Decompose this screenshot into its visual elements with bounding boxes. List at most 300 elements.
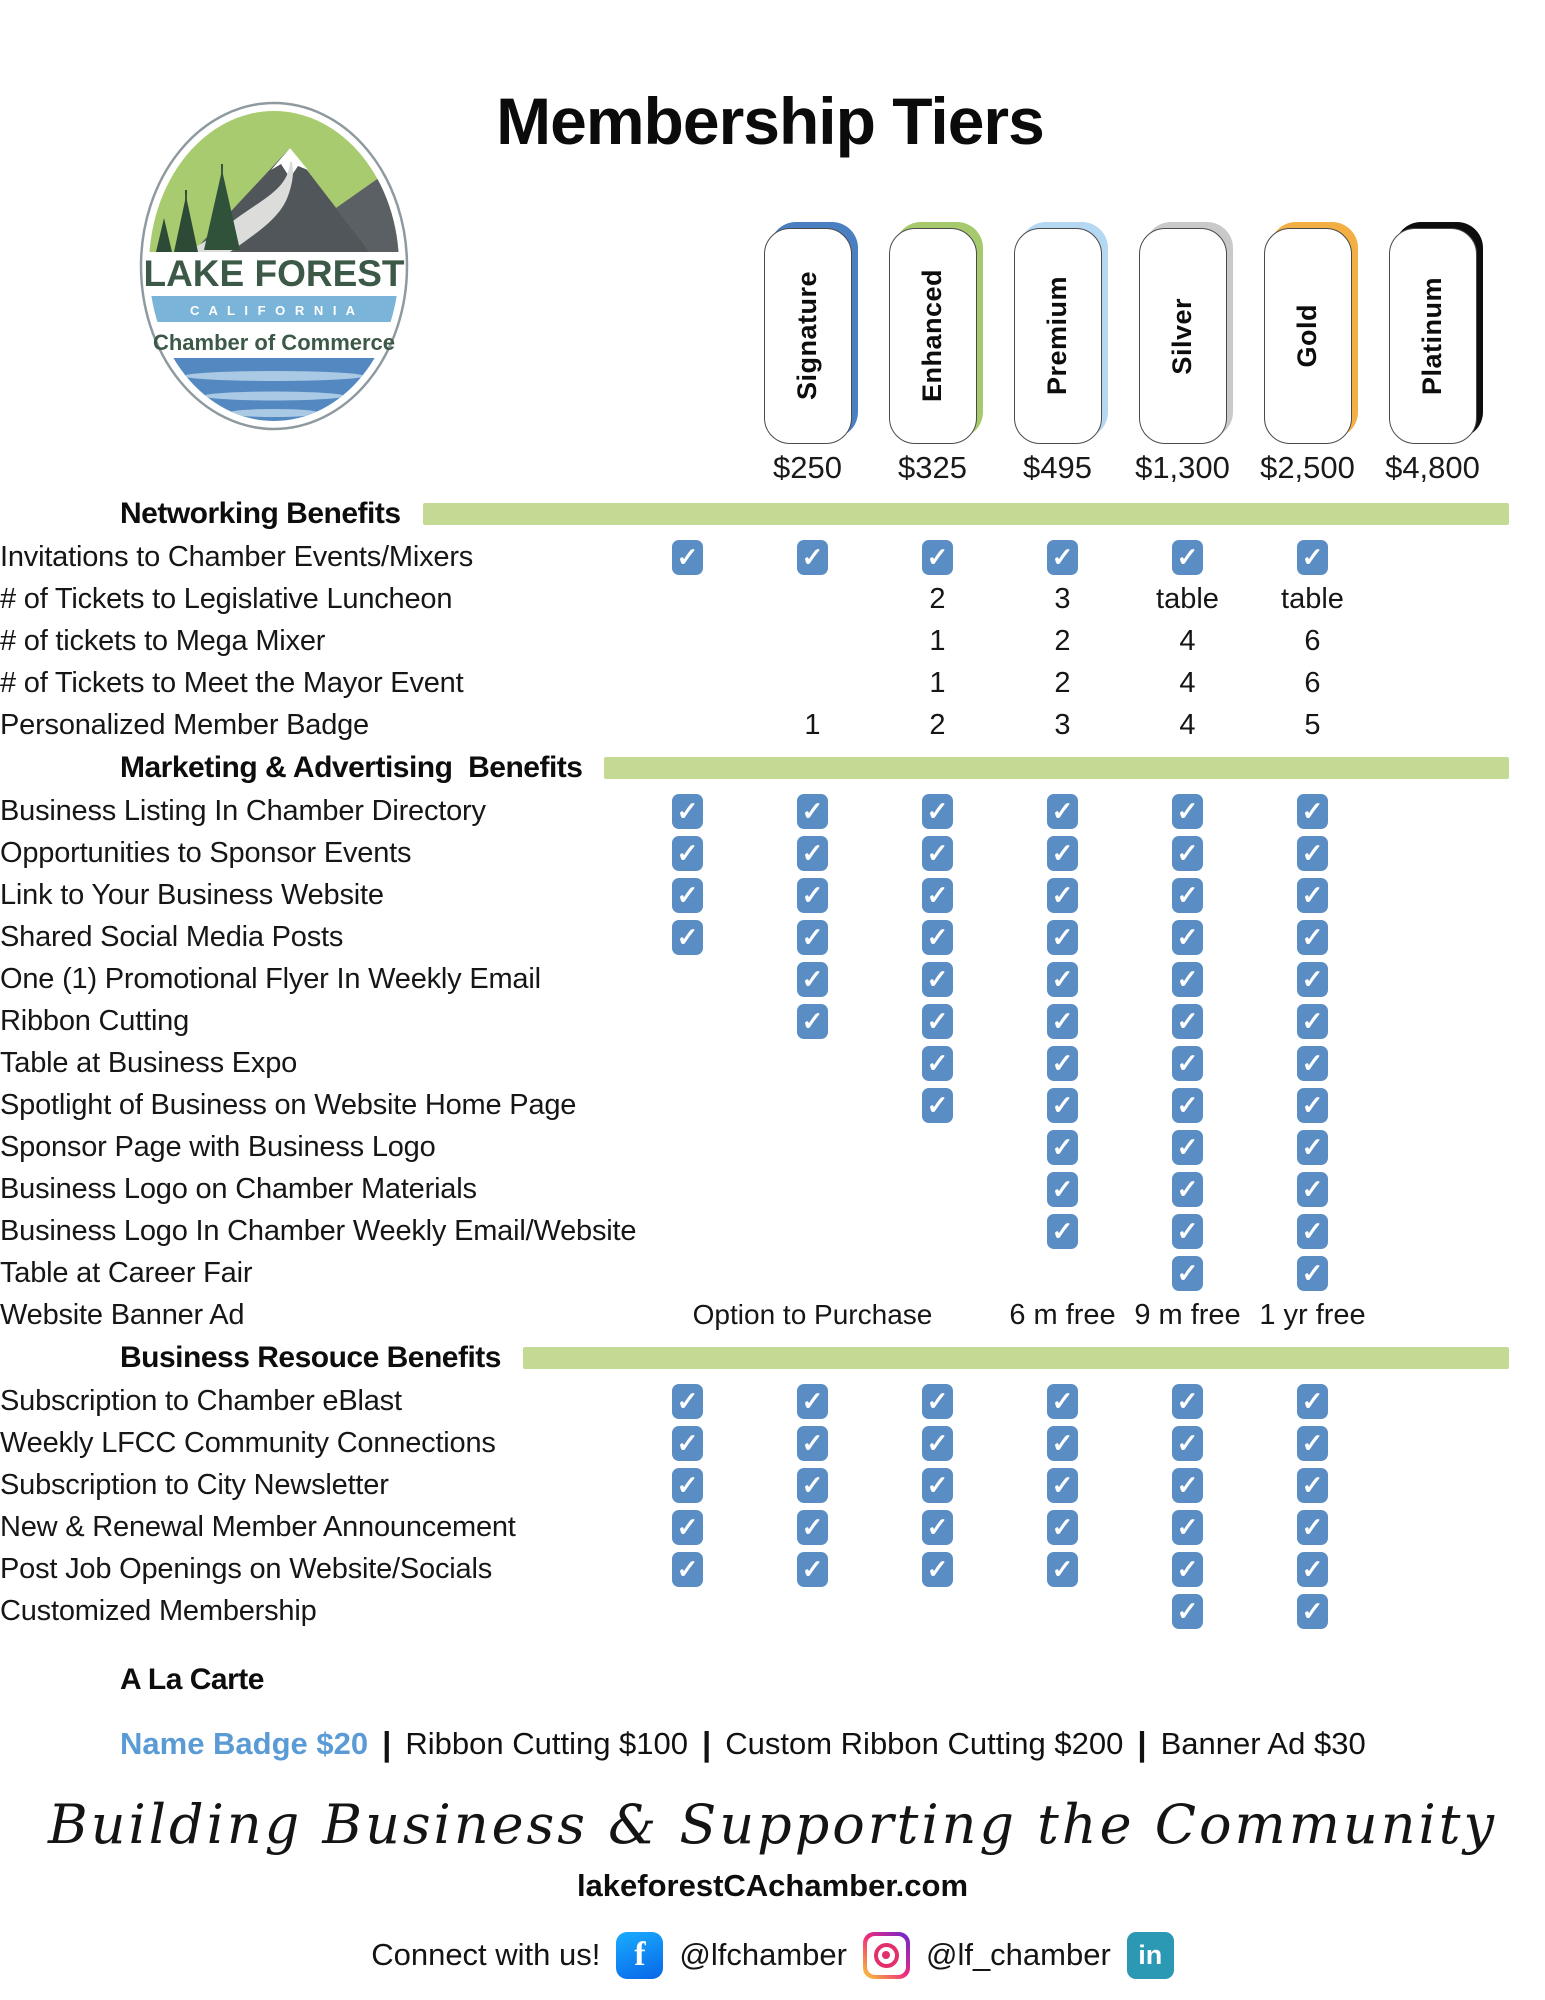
benefit-sections (0, 492, 1545, 1632)
tier-cell (1000, 794, 1125, 829)
benefit-row (0, 704, 1545, 746)
benefit-row (0, 536, 1545, 578)
check-icon: ✓ (1172, 1468, 1203, 1503)
check-icon: ✓ (797, 920, 828, 955)
tier-cell (1250, 1426, 1375, 1461)
check-icon: ✓ (1297, 1130, 1328, 1165)
tier-cell (1000, 540, 1125, 575)
check-icon: ✓ (672, 836, 703, 871)
benefit-label: Post Job Openings on Website/Socials (0, 1552, 492, 1585)
check-icon: ✓ (1172, 1130, 1203, 1165)
a-la-carte-item: Name Badge $20 (120, 1726, 369, 1761)
a-la-carte-item: Custom Ribbon Cutting $200 (725, 1726, 1124, 1761)
tier-cell (1000, 1172, 1125, 1207)
check-icon: ✓ (1172, 1510, 1203, 1545)
option-to-purchase-cell: Option to Purchase (692, 1299, 933, 1330)
tier-cell (1250, 1214, 1375, 1249)
tier-cell (875, 1552, 1000, 1587)
linkedin-icon: in (1127, 1932, 1174, 1979)
tier-cell (1250, 1130, 1375, 1165)
check-icon: ✓ (672, 1384, 703, 1419)
tier-cell (750, 962, 875, 997)
a-la-carte-item: Banner Ad $30 (1160, 1726, 1366, 1761)
section-bar-2 (523, 1347, 1509, 1369)
connect-label: Connect with us! (371, 1937, 601, 1972)
tier-cell (1250, 1510, 1375, 1545)
benefit-row (0, 874, 1545, 916)
benefit-label: Customized Membership (0, 1594, 317, 1627)
check-icon: ✓ (1297, 920, 1328, 955)
tier-cell (1125, 1552, 1250, 1587)
tier-cell: 2 (1054, 624, 1071, 657)
check-icon: ✓ (797, 836, 828, 871)
check-icon: ✓ (1297, 1594, 1328, 1629)
benefit-label: Ribbon Cutting (0, 1004, 190, 1037)
check-icon: ✓ (922, 1004, 953, 1039)
tier-cell (1000, 1214, 1125, 1249)
tier-cell (1125, 1130, 1250, 1165)
lake-forest-logo-graphic (138, 100, 410, 432)
tier-cell (625, 1468, 750, 1503)
tier-cell (1000, 878, 1125, 913)
check-icon: ✓ (797, 794, 828, 829)
tier-cell (875, 1088, 1000, 1123)
a-la-carte-title: A La Carte (120, 1663, 264, 1696)
check-icon: ✓ (1297, 1004, 1328, 1039)
check-icon: ✓ (922, 962, 953, 997)
benefit-row (0, 1294, 1545, 1336)
benefit-label: Opportunities to Sponsor Events (0, 836, 412, 869)
tier-cell (1250, 836, 1375, 871)
tier-label-gold: Gold (1292, 304, 1322, 368)
check-icon: ✓ (1172, 878, 1203, 913)
tier-cell (1125, 836, 1250, 871)
section-bar-1 (604, 757, 1509, 779)
tier-pill-signature (764, 228, 852, 444)
check-icon: ✓ (1297, 878, 1328, 913)
check-icon: ✓ (1047, 1172, 1078, 1207)
check-icon: ✓ (1172, 1004, 1203, 1039)
tier-prices-row (120, 444, 1509, 492)
check-icon: ✓ (1297, 1552, 1328, 1587)
tier-pill-cell-premium (995, 228, 1120, 444)
check-icon: ✓ (672, 1426, 703, 1461)
tier-cell: 1 (804, 708, 821, 741)
check-icon: ✓ (1047, 920, 1078, 955)
check-icon: ✓ (1172, 1214, 1203, 1249)
check-icon: ✓ (797, 1552, 828, 1587)
tier-price-premium: $495 (1023, 450, 1092, 485)
check-icon: ✓ (1297, 836, 1328, 871)
tier-cell (1000, 1004, 1125, 1039)
tier-cell (1000, 920, 1125, 955)
instagram-handle: @lf_chamber (925, 1937, 1111, 1972)
tier-pill-cell-gold (1245, 228, 1370, 444)
benefit-label: # of Tickets to Legislative Luncheon (0, 582, 453, 615)
tier-price-silver: $1,300 (1135, 450, 1230, 485)
benefit-row (0, 832, 1545, 874)
logo-state-text: C A L I F O R N I A (190, 303, 358, 318)
check-icon: ✓ (1047, 1426, 1078, 1461)
check-icon: ✓ (1172, 962, 1203, 997)
tier-cell: 1 yr free (1259, 1298, 1366, 1331)
check-icon: ✓ (672, 1510, 703, 1545)
tier-cell: 2 (929, 708, 946, 741)
section-header-2 (120, 1336, 1509, 1380)
tier-cell (750, 1384, 875, 1419)
benefit-label: Subscription to Chamber eBlast (0, 1384, 402, 1417)
benefit-label: Invitations to Chamber Events/Mixers (0, 540, 474, 573)
benefit-label: Spotlight of Business on Website Home Page (0, 1088, 577, 1121)
check-icon: ✓ (1047, 1510, 1078, 1545)
check-icon: ✓ (797, 1004, 828, 1039)
check-icon: ✓ (1297, 1510, 1328, 1545)
tier-cell (1125, 1172, 1250, 1207)
check-icon: ✓ (797, 1510, 828, 1545)
tier-cell (875, 794, 1000, 829)
tier-cell: table (1281, 582, 1344, 615)
tier-cell (1250, 1384, 1375, 1419)
tier-cell (875, 1426, 1000, 1461)
check-icon: ✓ (1172, 836, 1203, 871)
check-icon: ✓ (1172, 540, 1203, 575)
a-la-carte-items (120, 1716, 1545, 1772)
section-title-2: Business Resouce Benefits (120, 1341, 501, 1374)
tier-cell (1250, 1256, 1375, 1291)
check-icon: ✓ (1047, 1468, 1078, 1503)
check-icon: ✓ (672, 794, 703, 829)
tier-price-platinum: $4,800 (1385, 450, 1480, 485)
tier-cell (1250, 1468, 1375, 1503)
tier-cell (1000, 836, 1125, 871)
tier-cell (750, 794, 875, 829)
tier-pill-premium (1014, 228, 1102, 444)
tier-cell: 4 (1179, 666, 1196, 699)
tier-cell (1125, 794, 1250, 829)
tier-pill-cell-platinum (1370, 228, 1495, 444)
connect-row (0, 1924, 1545, 1986)
benefit-row (0, 790, 1545, 832)
a-la-carte-header (120, 1658, 1509, 1702)
check-icon: ✓ (922, 1510, 953, 1545)
tier-cell (1000, 1426, 1125, 1461)
check-icon: ✓ (1047, 1004, 1078, 1039)
check-icon: ✓ (1047, 1214, 1078, 1249)
a-la-carte-separator: | (1137, 1725, 1147, 1762)
check-icon: ✓ (797, 540, 828, 575)
tier-cell (750, 1468, 875, 1503)
tier-cell (1000, 1046, 1125, 1081)
tier-cell (1000, 1510, 1125, 1545)
tier-pill-cell-silver (1120, 228, 1245, 444)
check-icon: ✓ (1047, 1046, 1078, 1081)
check-icon: ✓ (1047, 1384, 1078, 1419)
tier-cell (625, 1426, 750, 1461)
tier-cell (1125, 1510, 1250, 1545)
check-icon: ✓ (1297, 1172, 1328, 1207)
check-icon: ✓ (1047, 962, 1078, 997)
check-icon: ✓ (1047, 878, 1078, 913)
tier-cell (1125, 1384, 1250, 1419)
tier-cell (1000, 1468, 1125, 1503)
check-icon: ✓ (797, 1468, 828, 1503)
benefit-row (0, 1380, 1545, 1422)
tier-cell: 5 (1304, 708, 1321, 741)
benefit-row (0, 1000, 1545, 1042)
tier-cell (625, 540, 750, 575)
check-icon: ✓ (1047, 540, 1078, 575)
tier-cell (1125, 878, 1250, 913)
check-icon: ✓ (1297, 794, 1328, 829)
tier-label-platinum: Platinum (1417, 276, 1447, 395)
tier-cell (1250, 1552, 1375, 1587)
logo-org-text: Chamber of Commerce (152, 330, 396, 355)
check-icon: ✓ (672, 878, 703, 913)
check-icon: ✓ (797, 962, 828, 997)
benefit-row (0, 1168, 1545, 1210)
tier-cell (875, 540, 1000, 575)
check-icon: ✓ (1172, 1046, 1203, 1081)
check-icon: ✓ (1172, 1172, 1203, 1207)
check-icon: ✓ (1297, 540, 1328, 575)
check-icon: ✓ (922, 1088, 953, 1123)
benefit-row (0, 1548, 1545, 1590)
tier-cell (1250, 1088, 1375, 1123)
check-icon: ✓ (1172, 1552, 1203, 1587)
section-title-1: Marketing & Advertising Benefits (120, 751, 583, 784)
benefit-label: Table at Career Fair (0, 1256, 253, 1289)
tier-cell (1250, 1004, 1375, 1039)
tier-cell: 6 (1304, 624, 1321, 657)
tier-cell (625, 1384, 750, 1419)
check-icon: ✓ (1172, 1384, 1203, 1419)
tier-cell (1250, 1172, 1375, 1207)
tier-cell: 4 (1179, 624, 1196, 657)
tier-cell (750, 1426, 875, 1461)
benefit-label: Weekly LFCC Community Connections (0, 1426, 496, 1459)
check-icon: ✓ (922, 540, 953, 575)
instagram-icon-ring (874, 1943, 899, 1968)
check-icon: ✓ (1297, 1256, 1328, 1291)
tier-cell (875, 836, 1000, 871)
website-url: lakeforestCAchamber.com (576, 1868, 969, 1903)
benefit-label: Sponsor Page with Business Logo (0, 1130, 436, 1163)
instagram-icon-dot (882, 1951, 890, 1959)
tier-cell (1250, 878, 1375, 913)
check-icon: ✓ (1047, 1130, 1078, 1165)
tier-cell (1125, 962, 1250, 997)
check-icon: ✓ (1297, 1426, 1328, 1461)
tier-cell (1250, 920, 1375, 955)
check-icon: ✓ (672, 1552, 703, 1587)
tier-cell: 6 (1304, 666, 1321, 699)
section-title-0: Networking Benefits (120, 497, 401, 530)
a-la-carte-separator: | (382, 1725, 392, 1762)
tier-cell (1125, 1214, 1250, 1249)
tier-cell (625, 878, 750, 913)
facebook-icon: f (616, 1932, 663, 1979)
check-icon: ✓ (1297, 1384, 1328, 1419)
tier-pill-cell-enhanced (870, 228, 995, 444)
benefit-label: # of tickets to Mega Mixer (0, 624, 326, 657)
tier-cell: 4 (1179, 708, 1196, 741)
check-icon: ✓ (922, 1468, 953, 1503)
tier-cell: 9 m free (1134, 1298, 1241, 1331)
check-icon: ✓ (1047, 794, 1078, 829)
check-icon: ✓ (1297, 1088, 1328, 1123)
check-icon: ✓ (672, 920, 703, 955)
tier-pill-gold (1264, 228, 1352, 444)
tier-cell (1000, 1384, 1125, 1419)
benefit-row (0, 1210, 1545, 1252)
tier-cell (750, 1510, 875, 1545)
benefit-row (0, 1084, 1545, 1126)
tier-price-enhanced: $325 (898, 450, 967, 485)
tier-cell: 6 m free (1009, 1298, 1116, 1331)
benefit-label: Business Listing In Chamber Directory (0, 794, 486, 827)
check-icon: ✓ (1297, 1214, 1328, 1249)
tier-cell (1125, 1046, 1250, 1081)
page-title: Membership Tiers (496, 84, 1044, 158)
a-la-carte-bar (286, 1669, 1509, 1691)
section-header-0 (120, 492, 1509, 536)
tier-pill-silver (1139, 228, 1227, 444)
check-icon: ✓ (1172, 1594, 1203, 1629)
benefit-label: Table at Business Expo (0, 1046, 298, 1079)
tier-price-signature: $250 (773, 450, 842, 485)
tier-cell: 1 (929, 666, 946, 699)
benefit-label: One (1) Promotional Flyer In Weekly Email (0, 962, 541, 995)
check-icon: ✓ (922, 920, 953, 955)
benefit-row (0, 1464, 1545, 1506)
tagline: Building Business & Supporting the Community (48, 1792, 1497, 1856)
tier-cell (875, 1510, 1000, 1545)
tier-cell (1250, 962, 1375, 997)
check-icon: ✓ (1047, 1552, 1078, 1587)
check-icon: ✓ (1297, 1468, 1328, 1503)
tier-cell (1000, 1130, 1125, 1165)
benefit-label: Website Banner Ad (0, 1298, 245, 1331)
tier-cell (750, 540, 875, 575)
tier-cell (750, 878, 875, 913)
tier-cell: table (1156, 582, 1219, 615)
tier-label-signature: Signature (792, 271, 822, 401)
check-icon: ✓ (922, 1426, 953, 1461)
check-icon: ✓ (797, 1426, 828, 1461)
tier-cell (1250, 1594, 1375, 1629)
benefit-label: # of Tickets to Meet the Mayor Event (0, 666, 464, 699)
section-header-1 (120, 746, 1509, 790)
tier-cell (1125, 1088, 1250, 1123)
tier-cell (875, 1468, 1000, 1503)
tier-cell (625, 1552, 750, 1587)
check-icon: ✓ (922, 1552, 953, 1587)
tier-cell (750, 1552, 875, 1587)
tier-cell (1125, 1004, 1250, 1039)
tier-cell: 2 (1054, 666, 1071, 699)
check-icon: ✓ (1172, 920, 1203, 955)
tier-cell (750, 836, 875, 871)
check-icon: ✓ (922, 1384, 953, 1419)
tier-pill-cell-signature (745, 228, 870, 444)
tier-cell (1125, 540, 1250, 575)
benefit-row (0, 916, 1545, 958)
check-icon: ✓ (1297, 1046, 1328, 1081)
tier-cell (1000, 1088, 1125, 1123)
benefit-row (0, 578, 1545, 620)
benefit-row (0, 1590, 1545, 1632)
tier-cell (625, 836, 750, 871)
benefit-row (0, 620, 1545, 662)
check-icon: ✓ (1172, 1426, 1203, 1461)
tier-pill-platinum (1389, 228, 1477, 444)
tier-cell: 3 (1054, 708, 1071, 741)
tier-cell: 1 (929, 624, 946, 657)
tier-cell: 2 (929, 582, 946, 615)
benefit-label: Business Logo on Chamber Materials (0, 1172, 477, 1205)
benefit-label: New & Renewal Member Announcement (0, 1510, 516, 1543)
check-icon: ✓ (1172, 794, 1203, 829)
tier-cell (1250, 540, 1375, 575)
benefit-label: Link to Your Business Website (0, 878, 384, 911)
tier-cell (875, 1004, 1000, 1039)
tier-cell (1250, 794, 1375, 829)
benefit-row (0, 958, 1545, 1000)
check-icon: ✓ (922, 1046, 953, 1081)
benefit-label: Subscription to City Newsletter (0, 1468, 389, 1501)
tier-price-gold: $2,500 (1260, 450, 1355, 485)
tier-cell (750, 920, 875, 955)
benefit-row (0, 1422, 1545, 1464)
tier-cell (1000, 1552, 1125, 1587)
tier-cell (625, 920, 750, 955)
benefit-row (0, 662, 1545, 704)
benefit-row (0, 1252, 1545, 1294)
tier-cell (1125, 1468, 1250, 1503)
tier-cell (1250, 1046, 1375, 1081)
tier-cell (1000, 962, 1125, 997)
tier-label-premium: Premium (1042, 276, 1072, 396)
tier-cell (1125, 1594, 1250, 1629)
tier-cell: 3 (1054, 582, 1071, 615)
tier-cell (625, 1510, 750, 1545)
check-icon: ✓ (1297, 962, 1328, 997)
benefit-label: Personalized Member Badge (0, 708, 369, 741)
tier-cell (1125, 920, 1250, 955)
check-icon: ✓ (797, 878, 828, 913)
chamber-logo (138, 100, 410, 432)
tier-label-silver: Silver (1167, 297, 1197, 375)
benefit-row (0, 1126, 1545, 1168)
benefit-label: Business Logo In Chamber Weekly Email/Website (0, 1214, 637, 1247)
check-icon: ✓ (922, 878, 953, 913)
facebook-handle: @lfchamber (679, 1937, 847, 1972)
instagram-icon (863, 1932, 910, 1979)
benefit-row (0, 1506, 1545, 1548)
tier-cell (875, 1046, 1000, 1081)
tier-cell (875, 962, 1000, 997)
tier-cell (875, 878, 1000, 913)
benefit-label: Shared Social Media Posts (0, 920, 344, 953)
check-icon: ✓ (672, 1468, 703, 1503)
benefit-row (0, 1042, 1545, 1084)
check-icon: ✓ (1047, 836, 1078, 871)
check-icon: ✓ (922, 836, 953, 871)
tier-cell (1125, 1426, 1250, 1461)
a-la-carte-separator: | (702, 1725, 712, 1762)
tier-cell (750, 1004, 875, 1039)
check-icon: ✓ (672, 540, 703, 575)
